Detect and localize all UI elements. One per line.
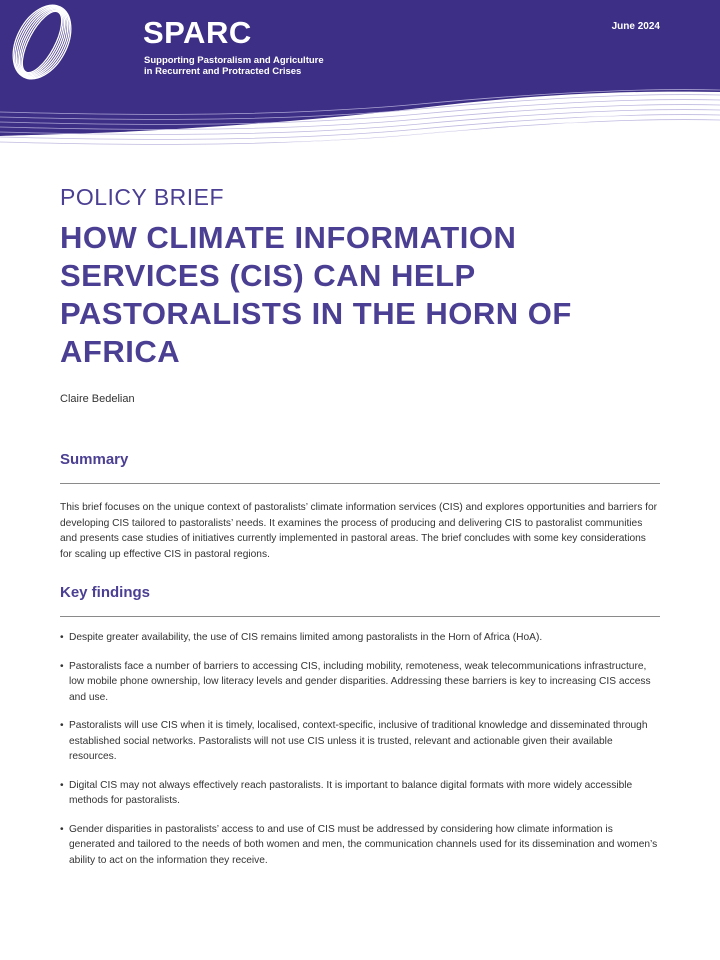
document-type: POLICY BRIEF	[60, 184, 225, 210]
sparc-ring-logo-icon	[0, 0, 84, 84]
summary-divider	[60, 483, 660, 484]
list-item	[60, 630, 660, 646]
finding-text: Digital CIS may not always effectively reach pastoralists. It is important to balance digital formats with more widely accessible methods for pastoralists.	[69, 779, 633, 806]
summary-text: This brief focuses on the unique context of pastoralists’ climate information services (CIS) and explores opportunities and barriers for developing CIS tailored to pastoralists’ needs. It examines the process of producing and delivering CIS to pastoralist communities and presents case studies of initiatives currently implemented in pastoral areas. The brief concludes with some key considerations for scaling up effective CIS in pastoral regions.	[60, 502, 658, 560]
key-findings-list	[60, 630, 660, 881]
bullet-icon: •	[60, 660, 64, 672]
brand-name: SPARC	[143, 15, 252, 50]
list-item	[60, 822, 660, 869]
document-title: HOW CLIMATE INFORMATION SERVICES (CIS) CAN HELP PASTORALISTS IN THE HORN OF AFRICA	[60, 220, 572, 369]
list-item	[60, 718, 660, 765]
finding-text: Gender disparities in pastoralists’ access to and use of CIS must be addressed by considering how climate information is generated and tailored to the needs of both women and men, the communication channels used for its dissemination and women’s ability to act on the information they receive.	[69, 823, 658, 866]
bullet-icon: •	[60, 779, 64, 791]
author-name: Claire Bedelian	[60, 393, 135, 405]
finding-text: Pastoralists face a number of barriers to accessing CIS, including mobility, remoteness, weak telecommunications infrastructure, low mobile phone ownership, low literacy levels and gender disparities. Addressing these barriers is key to increasing CIS access and use.	[69, 660, 651, 703]
bullet-icon: •	[60, 720, 64, 731]
key-findings-divider	[60, 616, 660, 617]
finding-text: Pastoralists will use CIS when it is timely, localised, context-specific, inclusive of traditional knowledge and disseminated through established social networks. Pastoralists will not use CIS unless it is trusted, relevant and actionable given their available resources.	[69, 720, 648, 762]
list-item	[60, 778, 660, 809]
list-item	[60, 659, 660, 706]
summary-heading: Summary	[60, 451, 129, 468]
publication-date: June 2024	[611, 21, 660, 32]
bullet-icon: •	[60, 823, 64, 835]
key-findings-heading: Key findings	[60, 584, 151, 601]
finding-text: Despite greater availability, the use of CIS remains limited among pastoralists in the Horn of Africa (HoA).	[69, 632, 543, 643]
bullet-icon: •	[60, 632, 64, 643]
page-header-banner	[0, 0, 720, 160]
brand-tagline: Supporting Pastoralism and Agriculture in Recurrent and Protracted Crises	[144, 55, 324, 77]
